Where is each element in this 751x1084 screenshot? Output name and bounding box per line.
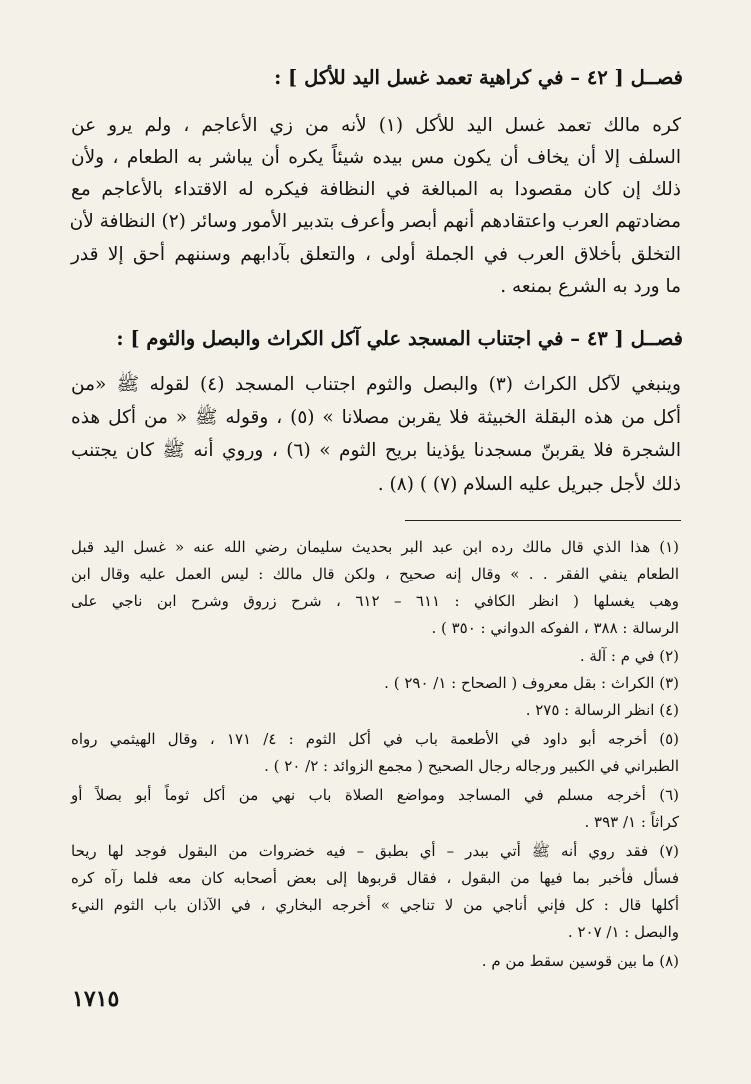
- footnote-line: أكلها قال : كل فإني أناجي من لا تناجي » أخرجه البخاري ، في الآذان باب الثوم النيء: [71, 896, 679, 914]
- footnote-line: الطبراني في الكبير ورجاله رجال الصحيح ( مجمع الزوائد : ٢/ ٢٠ ) .: [264, 757, 679, 775]
- page-number: ١٧١٥: [72, 986, 120, 1012]
- text-line: ذلك إن كان مقصودا به المبالغة في النظافة فيكره له الاقتداء بالأعاجم مع: [71, 179, 681, 200]
- footnote-line: (٥) أخرجه أبو داود في الأطعمة باب في أكل الثوم : ٤/ ١٧١ ، وقال الهيثمي رواه: [71, 730, 679, 748]
- footnote-line: (١) هذا الذي قال مالك رده ابن عبد البر بحديث سليمان رضي الله عنه « غسل اليد قبل: [71, 538, 679, 556]
- text-line: ما ورد به الشرع بمنعه .: [500, 276, 681, 297]
- footnote-separator: [405, 520, 681, 521]
- footnote-line: وهب يغسلها ( انظر الكافي : ٦١١ – ٦١٢ ، شرح زروق وشرح ابن ناجي على: [71, 592, 679, 610]
- text-line: كره مالك تعمد غسل اليد للأكل (١) لأنه من زي الأعاجم ، ولم يرو عن: [71, 115, 682, 136]
- footnote-line: (٣) الكراث : بقل معروف ( الصحاح : ١/ ٢٩٠ ) .: [384, 674, 679, 692]
- footnote-line: فسأل فأخبر بما فيها من البقول ، فقال قربوها إلى بعض أصحابه كان معه فلما رآه كره: [71, 869, 679, 887]
- footnote-line: (٤) انظر الرسالة : ٢٧٥ .: [525, 701, 679, 719]
- text-line: مضادتهم العرب واعتقادهم أنهم أبصر وأعرف بتدبير الأمور وسائر (٢) النظافة لأن: [69, 211, 681, 232]
- section-heading-42: فصــل [ ٤٢ – في كراهية تعمد غسل اليد للأكل ] :: [274, 66, 683, 89]
- text-line: ذلك لأجل جبريل عليه السلام (٧) ) (٨) .: [377, 474, 681, 495]
- section-heading-43: فصــل [ ٤٣ – في اجتناب المسجد علي آكل الكراث والبصل والثوم ] :: [116, 327, 683, 350]
- text-line: وينبغي لآكل الكراث (٣) والبصل والثوم اجتناب المسجد (٤) لقوله ﷺ «من: [71, 374, 681, 395]
- text-line: السلف إلا أن يخاف أن يكون مس بيده شيئاً يكره أن يباشر به الطعام ، ولأن: [71, 147, 681, 168]
- text-line: الشجرة فلا يقربنّ مسجدنا يؤذينا بريح الثوم » (٦) ، وروي أنه ﷺ كان يجتنب: [71, 440, 681, 461]
- footnote-line: والبصل : ١/ ٢٠٧ .: [567, 923, 679, 941]
- footnote-line: (٦) أخرجه مسلم في المساجد ومواضع الصلاة باب نهي من أكل ثوماً أبو بصلاً أو: [71, 786, 679, 804]
- footnote-line: كراثاً : ١/ ٣٩٣ .: [584, 813, 679, 831]
- footnote-line: (٧) فقد روي أنه ﷺ أتي ببدر – أي بطبق – فيه خضروات من البقول فوجد لها ريحا: [71, 842, 679, 860]
- text-line: التخلق بأخلاق العرب في الجملة أولى ، والتعلق بآدابهم وسننهم أحق إلا قدر: [71, 244, 681, 265]
- footnote-line: (٨) ما بين قوسين سقط من م .: [481, 952, 679, 970]
- footnote-line: الرسالة : ٣٨٨ ، الفوكه الدواني : ٣٥٠ ) .: [431, 619, 679, 637]
- text-line: أكل من هذه البقلة الخبيثة فلا يقربن مصلانا » (٥) ، وقوله ﷺ « من أكل هذه: [71, 407, 681, 428]
- footnote-line: (٢) في م : آلة .: [579, 647, 679, 665]
- footnote-line: الطعام ينفي الفقر . . » وقال إنه صحيح ، ولكن قال مالك : ليس العمل عليه وقال ابن: [71, 565, 679, 583]
